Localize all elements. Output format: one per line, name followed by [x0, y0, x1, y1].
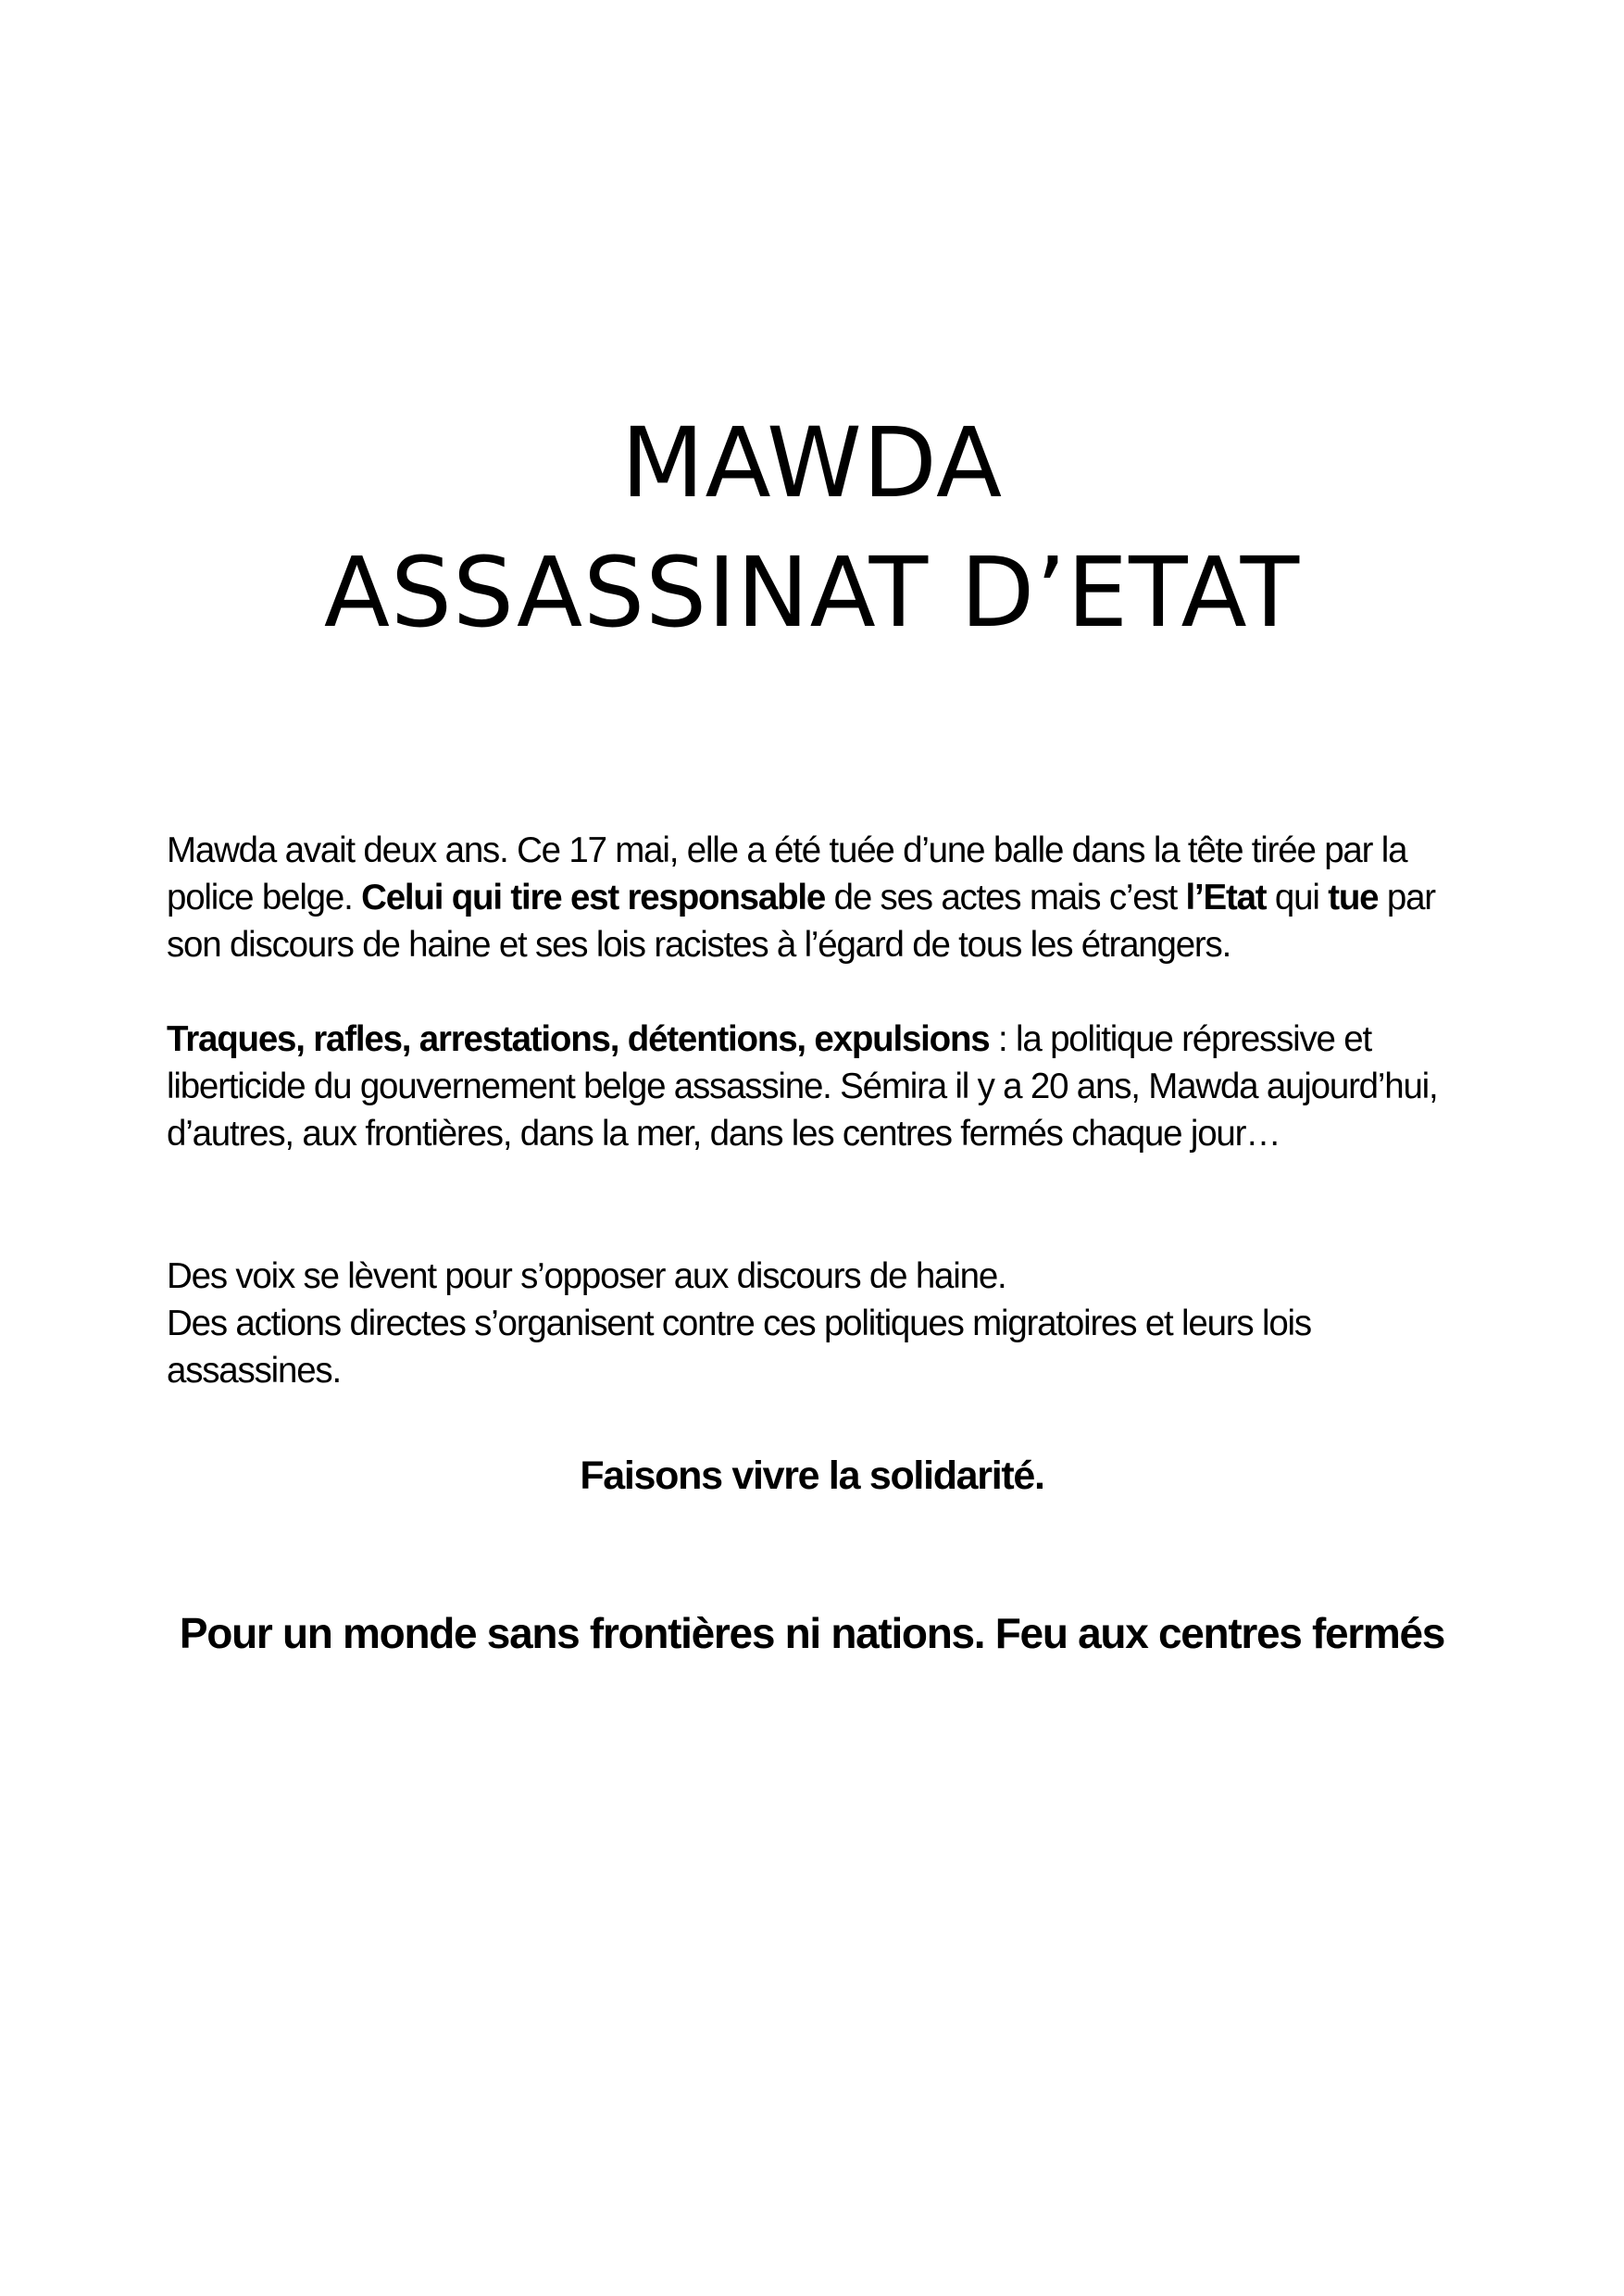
paragraph-intro-text-4: par son discours de haine et ses lois racistes à l’égard de tous les étrangers.	[167, 878, 1435, 965]
paragraph-intro-bold-1: Celui qui tire est responsable	[361, 878, 826, 917]
slogan-solidarity: Faisons vivre la solidarité.	[580, 1454, 1044, 1498]
paragraph-intro-bold-2: l’Etat	[1185, 878, 1267, 917]
title-line-assassinat: ASSASSINAT D’ETAT	[323, 536, 1301, 649]
title-line-mawda: MAWDA	[620, 406, 1004, 519]
paragraph-intro-text-3: qui	[1266, 878, 1329, 917]
paragraph-actions: Des actions directes s’organisent contre ces politiques migratoires et leurs lois assassines.	[167, 1304, 1311, 1391]
paragraph-intro-text-2: de ses actes mais c’est	[825, 878, 1186, 917]
paragraph-repression	[167, 1016, 1481, 1157]
paragraph-intro-text-1: Mawda avait deux ans. Ce 17 mai, elle a été tuée d’une balle dans la tête tirée par la police belge.	[167, 830, 1407, 917]
paragraph-intro	[167, 827, 1481, 968]
paragraph-repression-bold: Traques, rafles, arrestations, détentions, expulsions	[167, 1019, 990, 1059]
paragraph-voices: Des voix se lèvent pour s’opposer aux discours de haine.	[167, 1256, 1006, 1296]
slogan-no-borders: Pour un monde sans frontières ni nations. Feu aux centres fermés	[179, 1609, 1445, 1657]
paragraph-repression-text: : la politique répressive et liberticide du gouvernement belge assassine. Sémira il y a 20 ans, Mawda aujourd’hui, d’autres, aux frontières, dans la mer, dans les centres fermés chaque jour…	[167, 1019, 1438, 1154]
paragraph-intro-bold-3: tue	[1328, 878, 1379, 917]
